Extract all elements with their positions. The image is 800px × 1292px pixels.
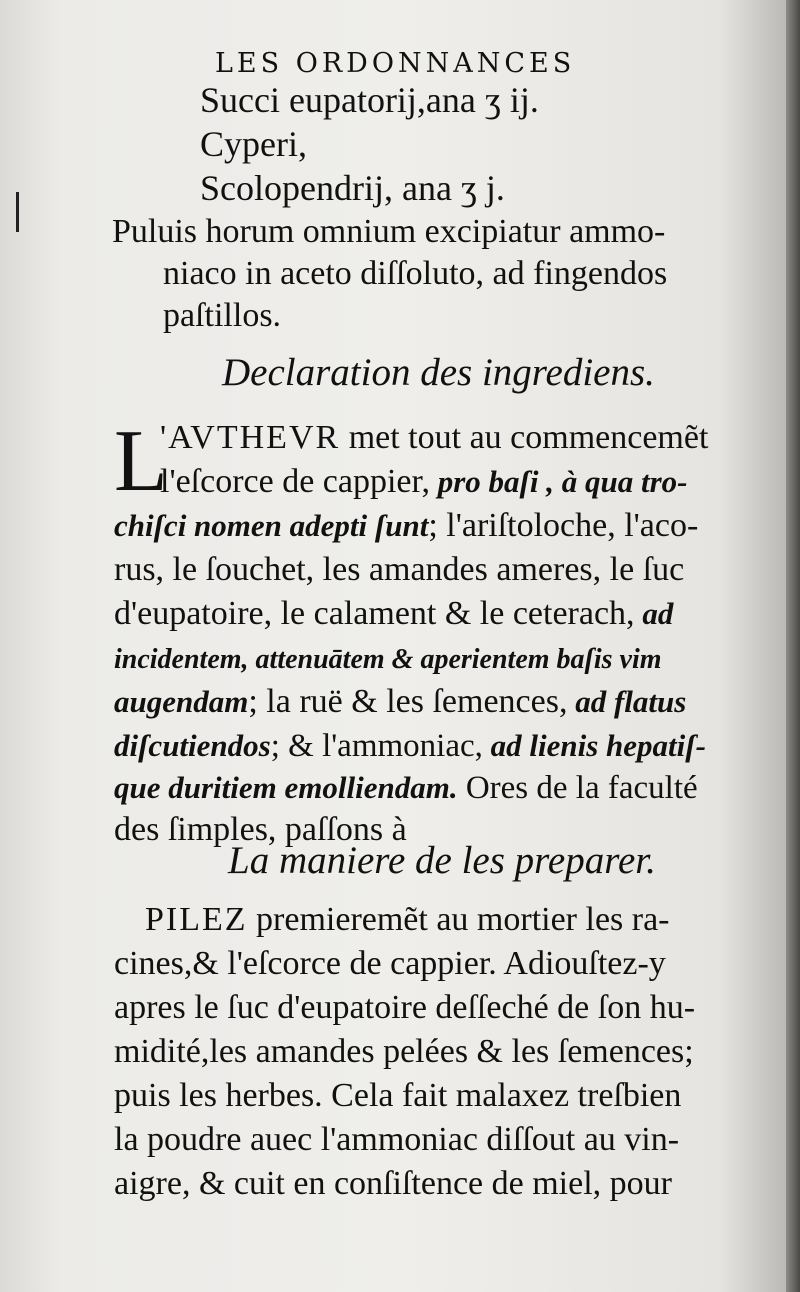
latin-text: ad lienis hepatiſ- <box>482 728 706 763</box>
text-run: ; & l'ammoniac, <box>270 728 483 764</box>
text-run: ; l'ariſtoloche, l'aco- <box>428 507 699 544</box>
text-line <box>114 594 673 634</box>
text-run: ; la ruë & les ſemences, <box>248 683 568 720</box>
latin-text: diſcutiendos <box>114 728 271 763</box>
margin-mark <box>16 192 19 232</box>
section-heading: Declaration des ingrediens. <box>222 351 655 394</box>
section-heading: La maniere de les preparer. <box>228 839 656 882</box>
text-line <box>145 900 670 940</box>
text-line: rus, le ſouchet, les amandes ameres, le ſuc <box>114 551 685 588</box>
text-line: la poudre auec l'ammoniac diſſout au vin- <box>114 1121 680 1158</box>
page-gutter-shadow <box>786 0 800 1292</box>
drop-cap: L <box>114 413 168 510</box>
small-caps-text: 'AVTHEVR <box>160 419 341 456</box>
text-run: met tout au commencemẽt <box>340 419 709 456</box>
text-run: l'eſcorce de cappier, <box>160 463 430 500</box>
text-line: puis les herbes. Cela fait malaxez treſbien <box>114 1077 682 1114</box>
latin-line: incidentem, attenuātem & aperientem baſis vim <box>114 644 662 675</box>
latin-text: que duritiem emolliendam. <box>114 770 458 805</box>
latin-text: chiſci nomen adepti ſunt <box>114 508 429 543</box>
latin-text: ad <box>634 596 674 631</box>
text-line: midité,les amandes pelées & les ſemences; <box>114 1033 694 1070</box>
text-line: aigre, & cuit en conſiſtence de miel, pour <box>114 1165 672 1202</box>
text-line <box>114 682 686 722</box>
running-header: LES ORDONNANCES <box>215 48 576 79</box>
text-line <box>114 726 706 766</box>
text-run: premieremẽt au mortier les ra- <box>247 901 670 938</box>
recipe-line: Succi eupatorij,ana ʒ ij. <box>200 80 539 120</box>
text-line <box>160 462 687 502</box>
latin-text: ad flatus <box>567 684 687 719</box>
text-run: Ores de la faculté <box>457 770 698 806</box>
text-line <box>114 506 698 546</box>
recipe-line: paſtillos. <box>163 297 282 334</box>
recipe-line: Cyperi, <box>200 124 307 164</box>
latin-text: pro baſi , à qua tro- <box>429 464 688 499</box>
text-line: des ſimples, paſſons à <box>114 811 407 848</box>
text-line <box>114 768 698 808</box>
text-line: apres le ſuc d'eupatoire deſſeché de ſon hu- <box>114 989 696 1026</box>
recipe-line: niaco in aceto diſſoluto, ad fingendos <box>163 255 668 292</box>
latin-text: augendam <box>114 684 249 719</box>
recipe-line: Puluis horum omnium excipiatur ammo- <box>112 213 666 250</box>
recipe-line: Scolopendrij, ana ʒ j. <box>200 168 505 208</box>
small-caps-text: PILEZ <box>145 901 248 938</box>
text-line <box>160 418 708 458</box>
text-run: d'eupatoire, le calament & le ceterach, <box>114 595 635 632</box>
text-line: cines,& l'eſcorce de cappier. Adiouſtez-y <box>114 945 666 982</box>
